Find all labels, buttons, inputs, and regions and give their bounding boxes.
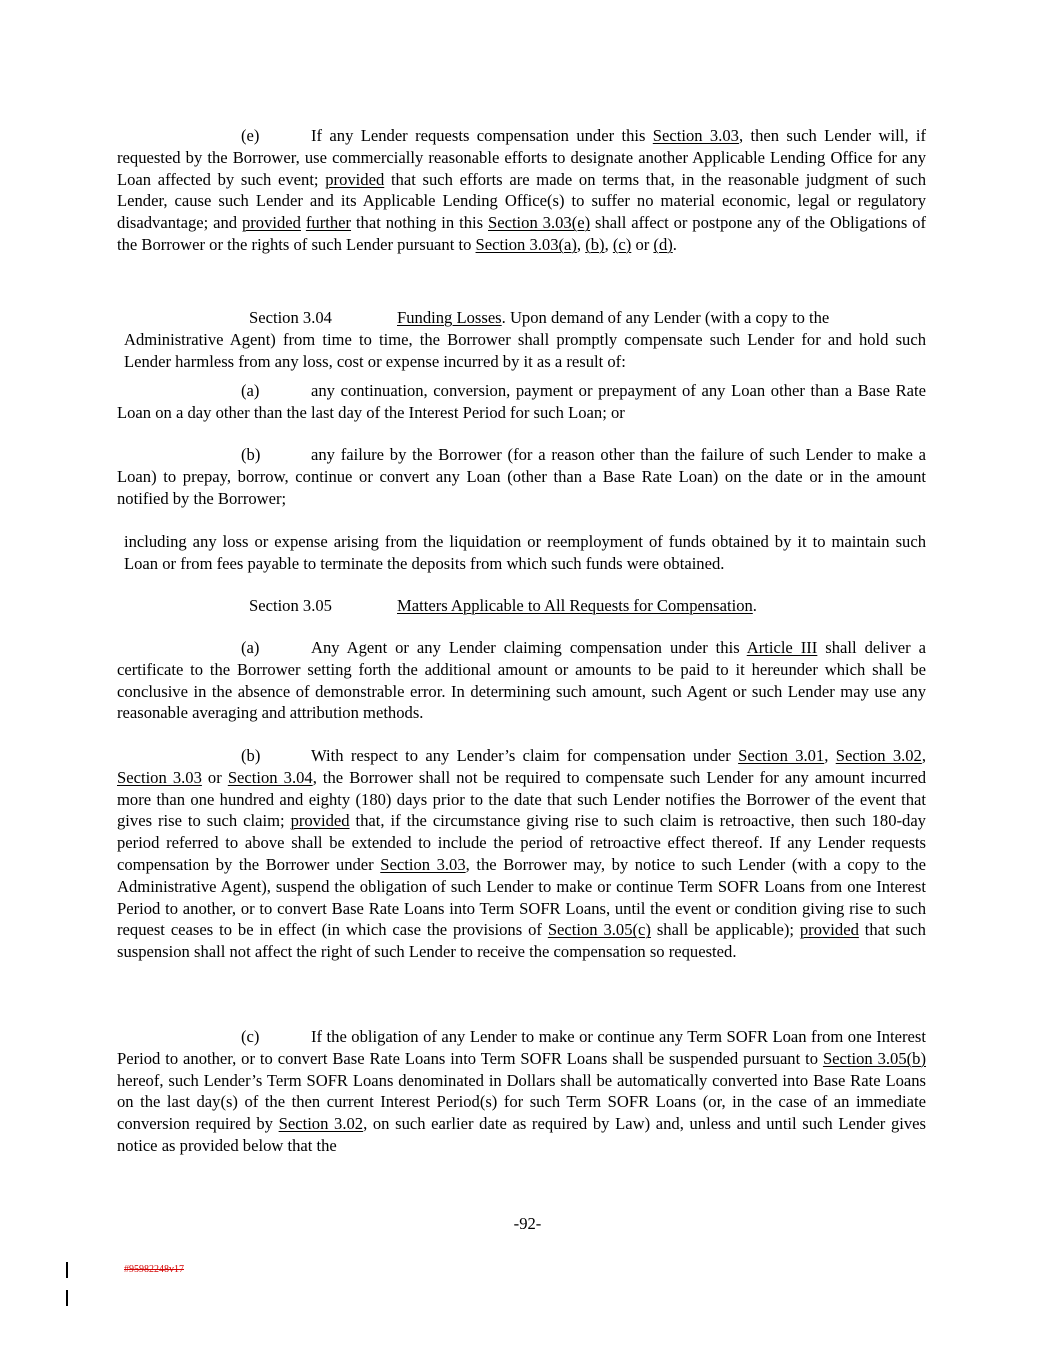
cross-reference[interactable]: Section 3.02 [835, 746, 922, 765]
clause-number: (a) [241, 381, 260, 400]
document-id: #95982248v17 [124, 1264, 184, 1275]
section-number: Section 3.04 [249, 308, 332, 327]
emphasis-term: further [305, 213, 352, 233]
paragraph-3-04-a: (a) any continuation, conversion, payment or prepayment of any Loan other than a Base Rate Loan on a day other than the last day of the Interest Period for such Loan; or [117, 381, 926, 422]
cross-reference[interactable]: (d) [653, 234, 673, 254]
paragraph-3-05-a: (a) Any Agent or any Lender claiming compensation under this Article III shall deliver a certificate to the Borrower setting forth the additional amount or amounts to be paid to it hereunder which shall be conclusive in the absence of demonstrable error. In determining such amount, such Agent or such Lender may use any reasonable averaging and attribution methods. [117, 638, 927, 723]
change-bar [66, 1290, 68, 1306]
change-bar [66, 1262, 68, 1278]
cross-reference[interactable]: Section 3.05(b) [822, 1048, 926, 1068]
section-3-04-tail: including any loss or expense arising from the liquidation or reemployment of funds obtained by it to maintain such Loan or from fees payable to terminate the deposits from which such funds were obtained. [124, 532, 926, 573]
paragraph-3-03-e: (e) If any Lender requests compensation under this Section 3.03, then such Lender will, if requested by the Borrower, use commercially reasonable efforts to designate another Applicable Lending Office for any Loan affected by such event; provided that such efforts are made on terms that, in the reasonable judgment of such Lender, cause such Lender and its Applicable Lending Office(s) to suffer no material economic, legal or regulatory disadvantage; and provided further that nothing in this Section 3.03(e) shall affect or postpone any of the Obligations of the Borrower or the rights of such Lender pursuant to Section 3.03(a), (b), (c) or (d). [117, 126, 927, 254]
page-number: -92- [513, 1214, 542, 1233]
emphasis-term: provided [290, 811, 350, 831]
paragraph-3-05-c: (c) If the obligation of any Lender to make or continue any Term SOFR Loan from one Interest Period to another, or to convert Base Rate Loans into Term SOFR Loans shall be suspended pursuant to Section 3.05(b) hereof, such Lender’s Term SOFR Loans denominated in Dollars shall be automatically converted into Base Rate Loans on the last day(s) of the then current Interest Period(s) for such Term SOFR Loans (or, in the case of an immediate conversion required by Section 3.02, on such earlier date as required by Law) and, unless and until such Lender gives notice as provided below that the [117, 1027, 926, 1155]
clause-number: (b) [241, 445, 261, 464]
clause-number: (b) [241, 746, 261, 765]
cross-reference[interactable]: Section 3.02 [278, 1114, 364, 1134]
cross-reference[interactable]: Section 3.03(e) [487, 213, 591, 233]
cross-reference[interactable]: (b) [585, 234, 605, 254]
cross-reference[interactable]: Section 3.03 [380, 854, 466, 874]
section-3-04-body: Administrative Agent) from time to time, the Borrower shall promptly compensate such Lender for and hold such Lender harmless from any loss, cost or expense incurred by it as a result of: [124, 330, 926, 371]
cross-reference[interactable]: Section 3.01 [738, 746, 825, 765]
cross-reference[interactable]: Section 3.03(a) [475, 234, 577, 254]
section-3-05-heading: Section 3.05 Matters Applicable to All Requests for Compensation. [249, 596, 757, 615]
clause-number: (a) [241, 638, 260, 657]
cross-reference[interactable]: Section 3.03 [117, 767, 202, 787]
section-title: Matters Applicable to All Requests for Compensation [397, 596, 753, 615]
cross-reference[interactable]: (c) [612, 234, 632, 254]
emphasis-term: provided [325, 169, 385, 189]
clause-number: (c) [241, 1027, 260, 1046]
section-title: Funding Losses [397, 308, 502, 327]
emphasis-term: provided [799, 920, 859, 940]
paragraph-3-04-b: (b) any failure by the Borrower (for a reason other than the failure of such Lender to make a Loan) to prepay, borrow, continue or convert any Loan (other than a Base Rate Loan) on the date or in the amount notified by the Borrower; [117, 445, 926, 508]
cross-reference[interactable]: Section 3.03 [652, 126, 739, 145]
cross-reference[interactable]: Section 3.04 [227, 767, 313, 787]
cross-reference[interactable]: Section 3.05(c) [547, 920, 651, 940]
paragraph-3-05-b: (b) With respect to any Lender’s claim for compensation under Section 3.01, Section 3.02, Section 3.03 or Section 3.04, the Borrower shall not be required to compensate such Lender for any amount incurred more than one hundred and eighty (180) days prior to the date that such Lender notifies the Borrower of the event that gives rise to such claim; provided that, if the circumstance giving rise to such claim is retroactive, then such 180-day period referred to above shall be extended to include the period of retroactive effect thereof. If any Lender requests compensation by the Borrower under Section 3.03, the Borrower may, by notice to such Lender (with a copy to the Administrative Agent), suspend the obligation of such Lender to make or continue Term SOFR Loans from one Interest Period to another, or to convert Base Rate Loans into Term SOFR Loans, until the event or condition giving rise to such request ceases to be in effect (in which case the provisions of Section 3.05(c) shall be applicable); provided that such suspension shall not affect the right of such Lender to receive the compensation so requested. [117, 746, 927, 962]
emphasis-term: provided [241, 213, 301, 233]
section-number: Section 3.05 [249, 596, 332, 615]
section-3-04-heading: Section 3.04 Funding Losses. Upon demand of any Lender (with a copy to the [249, 308, 830, 327]
cross-reference[interactable]: Article III [746, 638, 818, 657]
clause-number: (e) [241, 126, 260, 145]
